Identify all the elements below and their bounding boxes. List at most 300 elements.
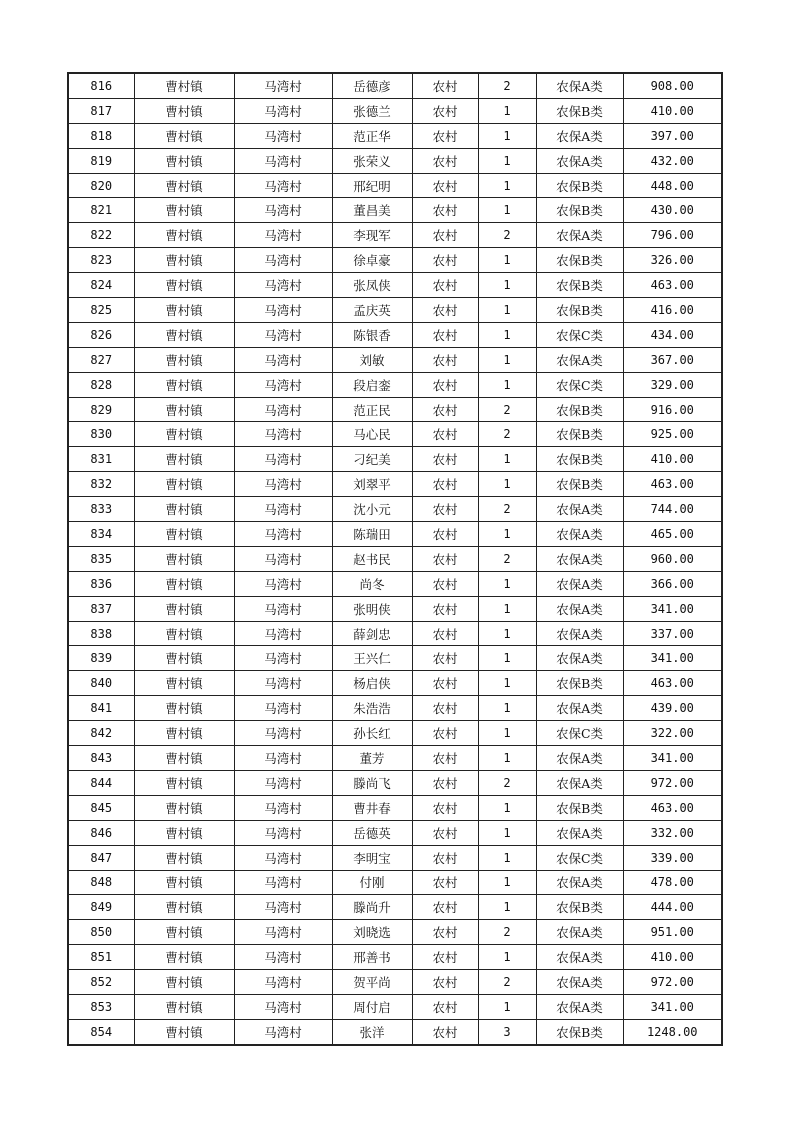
row-number-cell: 824	[68, 273, 134, 298]
family-size-cell: 1	[478, 148, 536, 173]
row-number-cell: 818	[68, 123, 134, 148]
table-row	[68, 546, 722, 571]
town-cell: 曹村镇	[134, 596, 234, 621]
row-number-cell: 816	[68, 73, 134, 98]
table-row	[68, 870, 722, 895]
family-size-cell: 1	[478, 322, 536, 347]
table-row	[68, 123, 722, 148]
name-cell: 沈小元	[332, 497, 412, 522]
insurance-category-cell: 农保A类	[536, 820, 623, 845]
row-number-cell: 843	[68, 746, 134, 771]
household-type-cell: 农村	[412, 322, 478, 347]
row-number-cell: 840	[68, 671, 134, 696]
row-number-cell: 836	[68, 571, 134, 596]
table-row	[68, 98, 722, 123]
household-type-cell: 农村	[412, 422, 478, 447]
insurance-category-cell: 农保B类	[536, 397, 623, 422]
family-size-cell: 2	[478, 546, 536, 571]
insurance-category-cell: 农保A类	[536, 770, 623, 795]
row-number-cell: 829	[68, 397, 134, 422]
insurance-category-cell: 农保B类	[536, 298, 623, 323]
household-type-cell: 农村	[412, 820, 478, 845]
family-size-cell: 2	[478, 73, 536, 98]
table-row	[68, 671, 722, 696]
insurance-category-cell: 农保A类	[536, 945, 623, 970]
amount-cell: 463.00	[623, 472, 722, 497]
family-size-cell: 1	[478, 248, 536, 273]
household-type-cell: 农村	[412, 397, 478, 422]
household-type-cell: 农村	[412, 497, 478, 522]
amount-cell: 434.00	[623, 322, 722, 347]
amount-cell: 332.00	[623, 820, 722, 845]
insurance-category-cell: 农保B类	[536, 248, 623, 273]
village-cell: 马湾村	[234, 223, 332, 248]
household-type-cell: 农村	[412, 1019, 478, 1044]
village-cell: 马湾村	[234, 870, 332, 895]
table-row	[68, 522, 722, 547]
name-cell: 贺平尚	[332, 970, 412, 995]
table-row	[68, 422, 722, 447]
family-size-cell: 1	[478, 621, 536, 646]
town-cell: 曹村镇	[134, 522, 234, 547]
table-row	[68, 746, 722, 771]
household-type-cell: 农村	[412, 571, 478, 596]
family-size-cell: 1	[478, 372, 536, 397]
row-number-cell: 849	[68, 895, 134, 920]
insurance-category-cell: 农保B类	[536, 671, 623, 696]
town-cell: 曹村镇	[134, 73, 234, 98]
amount-cell: 916.00	[623, 397, 722, 422]
name-cell: 周付启	[332, 994, 412, 1019]
village-cell: 马湾村	[234, 546, 332, 571]
insurance-category-cell: 农保A类	[536, 970, 623, 995]
family-size-cell: 2	[478, 422, 536, 447]
household-type-cell: 农村	[412, 671, 478, 696]
village-cell: 马湾村	[234, 770, 332, 795]
row-number-cell: 819	[68, 148, 134, 173]
name-cell: 范正民	[332, 397, 412, 422]
village-cell: 马湾村	[234, 447, 332, 472]
row-number-cell: 837	[68, 596, 134, 621]
name-cell: 赵书民	[332, 546, 412, 571]
row-number-cell: 847	[68, 845, 134, 870]
insurance-category-cell: 农保A类	[536, 571, 623, 596]
table-row	[68, 472, 722, 497]
town-cell: 曹村镇	[134, 671, 234, 696]
insurance-category-cell: 农保A类	[536, 696, 623, 721]
amount-cell: 951.00	[623, 920, 722, 945]
town-cell: 曹村镇	[134, 173, 234, 198]
town-cell: 曹村镇	[134, 820, 234, 845]
name-cell: 孙长红	[332, 721, 412, 746]
village-cell: 马湾村	[234, 298, 332, 323]
name-cell: 董昌美	[332, 198, 412, 223]
name-cell: 董芳	[332, 746, 412, 771]
family-size-cell: 2	[478, 970, 536, 995]
family-size-cell: 1	[478, 273, 536, 298]
town-cell: 曹村镇	[134, 621, 234, 646]
row-number-cell: 834	[68, 522, 134, 547]
family-size-cell: 2	[478, 397, 536, 422]
village-cell: 马湾村	[234, 795, 332, 820]
name-cell: 杨启侠	[332, 671, 412, 696]
row-number-cell: 827	[68, 347, 134, 372]
amount-cell: 410.00	[623, 98, 722, 123]
household-type-cell: 农村	[412, 148, 478, 173]
name-cell: 刘翠平	[332, 472, 412, 497]
family-size-cell: 1	[478, 173, 536, 198]
insurance-category-cell: 农保A类	[536, 522, 623, 547]
village-cell: 马湾村	[234, 98, 332, 123]
family-size-cell: 1	[478, 795, 536, 820]
family-size-cell: 1	[478, 820, 536, 845]
family-size-cell: 1	[478, 198, 536, 223]
village-cell: 马湾村	[234, 696, 332, 721]
insurance-category-cell: 农保B类	[536, 472, 623, 497]
family-size-cell: 1	[478, 721, 536, 746]
name-cell: 陈瑞田	[332, 522, 412, 547]
insurance-category-cell: 农保A类	[536, 148, 623, 173]
row-number-cell: 832	[68, 472, 134, 497]
village-cell: 马湾村	[234, 1019, 332, 1044]
household-type-cell: 农村	[412, 945, 478, 970]
row-number-cell: 845	[68, 795, 134, 820]
family-size-cell: 1	[478, 298, 536, 323]
row-number-cell: 833	[68, 497, 134, 522]
amount-cell: 465.00	[623, 522, 722, 547]
family-size-cell: 1	[478, 870, 536, 895]
table-row	[68, 646, 722, 671]
amount-cell: 972.00	[623, 970, 722, 995]
household-type-cell: 农村	[412, 770, 478, 795]
amount-cell: 339.00	[623, 845, 722, 870]
household-type-cell: 农村	[412, 994, 478, 1019]
insurance-category-cell: 农保B类	[536, 795, 623, 820]
village-cell: 马湾村	[234, 497, 332, 522]
name-cell: 邢纪明	[332, 173, 412, 198]
name-cell: 徐卓豪	[332, 248, 412, 273]
family-size-cell: 1	[478, 895, 536, 920]
town-cell: 曹村镇	[134, 248, 234, 273]
village-cell: 马湾村	[234, 571, 332, 596]
village-cell: 马湾村	[234, 73, 332, 98]
village-cell: 马湾村	[234, 721, 332, 746]
village-cell: 马湾村	[234, 347, 332, 372]
amount-cell: 367.00	[623, 347, 722, 372]
table-row	[68, 397, 722, 422]
row-number-cell: 852	[68, 970, 134, 995]
amount-cell: 960.00	[623, 546, 722, 571]
insurance-category-cell: 农保B类	[536, 895, 623, 920]
table-row	[68, 994, 722, 1019]
name-cell: 滕尚升	[332, 895, 412, 920]
town-cell: 曹村镇	[134, 223, 234, 248]
town-cell: 曹村镇	[134, 945, 234, 970]
row-number-cell: 839	[68, 646, 134, 671]
table-body	[68, 73, 722, 1045]
family-size-cell: 3	[478, 1019, 536, 1044]
name-cell: 张凤侠	[332, 273, 412, 298]
family-size-cell: 1	[478, 98, 536, 123]
row-number-cell: 853	[68, 994, 134, 1019]
table-row	[68, 945, 722, 970]
village-cell: 马湾村	[234, 273, 332, 298]
insurance-category-cell: 农保A类	[536, 870, 623, 895]
name-cell: 张荣义	[332, 148, 412, 173]
amount-cell: 925.00	[623, 422, 722, 447]
household-type-cell: 农村	[412, 123, 478, 148]
village-cell: 马湾村	[234, 397, 332, 422]
relief-roster-table	[67, 72, 723, 1046]
row-number-cell: 850	[68, 920, 134, 945]
name-cell: 薛剑忠	[332, 621, 412, 646]
insurance-category-cell: 农保A类	[536, 73, 623, 98]
village-cell: 马湾村	[234, 920, 332, 945]
town-cell: 曹村镇	[134, 770, 234, 795]
row-number-cell: 828	[68, 372, 134, 397]
table-row	[68, 73, 722, 98]
name-cell: 陈银香	[332, 322, 412, 347]
table-row	[68, 248, 722, 273]
town-cell: 曹村镇	[134, 845, 234, 870]
household-type-cell: 农村	[412, 795, 478, 820]
amount-cell: 326.00	[623, 248, 722, 273]
family-size-cell: 2	[478, 920, 536, 945]
insurance-category-cell: 农保B类	[536, 1019, 623, 1044]
family-size-cell: 1	[478, 571, 536, 596]
town-cell: 曹村镇	[134, 994, 234, 1019]
name-cell: 邢善书	[332, 945, 412, 970]
village-cell: 马湾村	[234, 820, 332, 845]
name-cell: 张洋	[332, 1019, 412, 1044]
amount-cell: 341.00	[623, 994, 722, 1019]
insurance-category-cell: 农保C类	[536, 845, 623, 870]
insurance-category-cell: 农保A类	[536, 920, 623, 945]
table-row	[68, 1019, 722, 1044]
insurance-category-cell: 农保C类	[536, 721, 623, 746]
town-cell: 曹村镇	[134, 372, 234, 397]
household-type-cell: 农村	[412, 621, 478, 646]
amount-cell: 744.00	[623, 497, 722, 522]
family-size-cell: 1	[478, 671, 536, 696]
insurance-category-cell: 农保A类	[536, 621, 623, 646]
village-cell: 马湾村	[234, 671, 332, 696]
insurance-category-cell: 农保C类	[536, 322, 623, 347]
village-cell: 马湾村	[234, 422, 332, 447]
village-cell: 马湾村	[234, 970, 332, 995]
amount-cell: 410.00	[623, 945, 722, 970]
village-cell: 马湾村	[234, 621, 332, 646]
town-cell: 曹村镇	[134, 571, 234, 596]
table-row	[68, 845, 722, 870]
town-cell: 曹村镇	[134, 920, 234, 945]
village-cell: 马湾村	[234, 372, 332, 397]
household-type-cell: 农村	[412, 895, 478, 920]
household-type-cell: 农村	[412, 920, 478, 945]
town-cell: 曹村镇	[134, 148, 234, 173]
village-cell: 马湾村	[234, 173, 332, 198]
family-size-cell: 2	[478, 770, 536, 795]
table-row	[68, 920, 722, 945]
table-row	[68, 173, 722, 198]
name-cell: 王兴仁	[332, 646, 412, 671]
town-cell: 曹村镇	[134, 795, 234, 820]
village-cell: 马湾村	[234, 994, 332, 1019]
amount-cell: 341.00	[623, 596, 722, 621]
insurance-category-cell: 农保A类	[536, 347, 623, 372]
row-number-cell: 848	[68, 870, 134, 895]
family-size-cell: 1	[478, 347, 536, 372]
insurance-category-cell: 农保A类	[536, 223, 623, 248]
household-type-cell: 农村	[412, 223, 478, 248]
name-cell: 段启銮	[332, 372, 412, 397]
table-row	[68, 770, 722, 795]
amount-cell: 439.00	[623, 696, 722, 721]
name-cell: 岳德英	[332, 820, 412, 845]
table-row	[68, 571, 722, 596]
amount-cell: 463.00	[623, 671, 722, 696]
family-size-cell: 1	[478, 845, 536, 870]
family-size-cell: 2	[478, 497, 536, 522]
amount-cell: 416.00	[623, 298, 722, 323]
household-type-cell: 农村	[412, 746, 478, 771]
insurance-category-cell: 农保B类	[536, 447, 623, 472]
row-number-cell: 830	[68, 422, 134, 447]
name-cell: 刘敏	[332, 347, 412, 372]
amount-cell: 448.00	[623, 173, 722, 198]
town-cell: 曹村镇	[134, 397, 234, 422]
town-cell: 曹村镇	[134, 322, 234, 347]
town-cell: 曹村镇	[134, 870, 234, 895]
town-cell: 曹村镇	[134, 123, 234, 148]
row-number-cell: 821	[68, 198, 134, 223]
amount-cell: 329.00	[623, 372, 722, 397]
village-cell: 马湾村	[234, 123, 332, 148]
family-size-cell: 1	[478, 746, 536, 771]
amount-cell: 432.00	[623, 148, 722, 173]
household-type-cell: 农村	[412, 298, 478, 323]
village-cell: 马湾村	[234, 945, 332, 970]
family-size-cell: 2	[478, 223, 536, 248]
household-type-cell: 农村	[412, 696, 478, 721]
family-size-cell: 1	[478, 696, 536, 721]
village-cell: 马湾村	[234, 746, 332, 771]
table-row	[68, 322, 722, 347]
amount-cell: 341.00	[623, 646, 722, 671]
name-cell: 刁纪美	[332, 447, 412, 472]
village-cell: 马湾村	[234, 198, 332, 223]
row-number-cell: 851	[68, 945, 134, 970]
household-type-cell: 农村	[412, 970, 478, 995]
household-type-cell: 农村	[412, 273, 478, 298]
row-number-cell: 841	[68, 696, 134, 721]
row-number-cell: 831	[68, 447, 134, 472]
table-row	[68, 447, 722, 472]
table-row	[68, 696, 722, 721]
row-number-cell: 822	[68, 223, 134, 248]
amount-cell: 463.00	[623, 795, 722, 820]
family-size-cell: 1	[478, 646, 536, 671]
row-number-cell: 854	[68, 1019, 134, 1044]
town-cell: 曹村镇	[134, 198, 234, 223]
table-row	[68, 148, 722, 173]
household-type-cell: 农村	[412, 98, 478, 123]
insurance-category-cell: 农保B类	[536, 98, 623, 123]
household-type-cell: 农村	[412, 248, 478, 273]
family-size-cell: 1	[478, 994, 536, 1019]
table-row	[68, 273, 722, 298]
name-cell: 张明侠	[332, 596, 412, 621]
amount-cell: 397.00	[623, 123, 722, 148]
table-row	[68, 372, 722, 397]
table-row	[68, 497, 722, 522]
table-row	[68, 795, 722, 820]
household-type-cell: 农村	[412, 472, 478, 497]
town-cell: 曹村镇	[134, 721, 234, 746]
amount-cell: 430.00	[623, 198, 722, 223]
insurance-category-cell: 农保A类	[536, 746, 623, 771]
household-type-cell: 农村	[412, 721, 478, 746]
amount-cell: 478.00	[623, 870, 722, 895]
town-cell: 曹村镇	[134, 970, 234, 995]
insurance-category-cell: 农保A类	[536, 596, 623, 621]
household-type-cell: 农村	[412, 546, 478, 571]
insurance-category-cell: 农保B类	[536, 273, 623, 298]
table-row	[68, 347, 722, 372]
town-cell: 曹村镇	[134, 546, 234, 571]
amount-cell: 410.00	[623, 447, 722, 472]
amount-cell: 444.00	[623, 895, 722, 920]
town-cell: 曹村镇	[134, 646, 234, 671]
row-number-cell: 842	[68, 721, 134, 746]
amount-cell: 341.00	[623, 746, 722, 771]
amount-cell: 972.00	[623, 770, 722, 795]
village-cell: 马湾村	[234, 472, 332, 497]
town-cell: 曹村镇	[134, 497, 234, 522]
village-cell: 马湾村	[234, 522, 332, 547]
household-type-cell: 农村	[412, 198, 478, 223]
table-row	[68, 198, 722, 223]
town-cell: 曹村镇	[134, 696, 234, 721]
name-cell: 付刚	[332, 870, 412, 895]
row-number-cell: 825	[68, 298, 134, 323]
family-size-cell: 1	[478, 945, 536, 970]
table-row	[68, 298, 722, 323]
table-row	[68, 970, 722, 995]
row-number-cell: 838	[68, 621, 134, 646]
town-cell: 曹村镇	[134, 447, 234, 472]
household-type-cell: 农村	[412, 447, 478, 472]
household-type-cell: 农村	[412, 596, 478, 621]
row-number-cell: 820	[68, 173, 134, 198]
town-cell: 曹村镇	[134, 98, 234, 123]
amount-cell: 463.00	[623, 273, 722, 298]
name-cell: 刘晓选	[332, 920, 412, 945]
family-size-cell: 1	[478, 447, 536, 472]
village-cell: 马湾村	[234, 895, 332, 920]
row-number-cell: 846	[68, 820, 134, 845]
row-number-cell: 817	[68, 98, 134, 123]
amount-cell: 796.00	[623, 223, 722, 248]
family-size-cell: 1	[478, 522, 536, 547]
insurance-category-cell: 农保B类	[536, 173, 623, 198]
table-row	[68, 820, 722, 845]
town-cell: 曹村镇	[134, 273, 234, 298]
name-cell: 范正华	[332, 123, 412, 148]
household-type-cell: 农村	[412, 845, 478, 870]
household-type-cell: 农村	[412, 173, 478, 198]
insurance-category-cell: 农保B类	[536, 422, 623, 447]
